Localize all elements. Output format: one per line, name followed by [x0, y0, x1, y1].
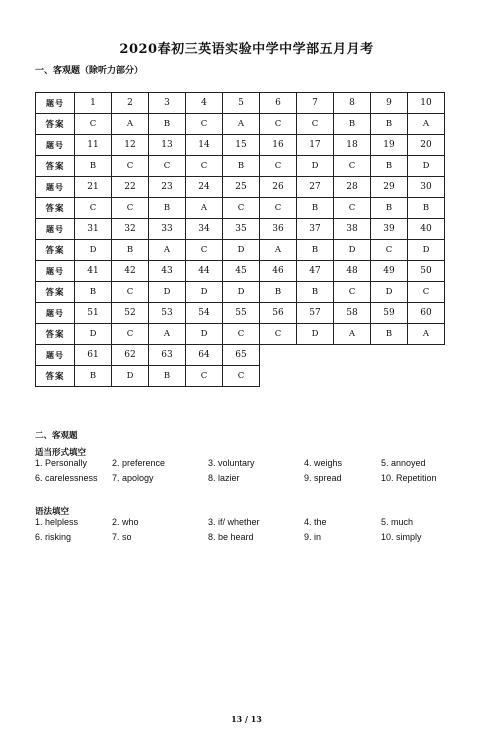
- answer-cell: C: [223, 324, 260, 345]
- question-number-cell: 47: [297, 261, 334, 282]
- empty-cell: [297, 366, 334, 387]
- answer-cell: C: [112, 156, 149, 177]
- question-number-cell: 16: [260, 135, 297, 156]
- grammar-heading: 语法填空: [35, 507, 70, 517]
- answer-cell: C: [75, 198, 112, 219]
- answer-table: [35, 92, 445, 387]
- question-number-cell: 12: [112, 135, 149, 156]
- question-number-cell: 29: [371, 177, 408, 198]
- answer-cell: A: [149, 240, 186, 261]
- question-number-cell: 4: [186, 93, 223, 114]
- answer-row: [36, 324, 445, 345]
- question-number-cell: 22: [112, 177, 149, 198]
- row-label-answer: 答案: [36, 156, 75, 177]
- question-number-cell: 35: [223, 219, 260, 240]
- question-number-cell: 23: [149, 177, 186, 198]
- answer-cell: B: [371, 156, 408, 177]
- row-label-question: 题号: [36, 219, 75, 240]
- answer-cell: B: [149, 198, 186, 219]
- question-number-row: [36, 261, 445, 282]
- answer-item: 6. risking: [35, 532, 72, 542]
- question-number-cell: 50: [408, 261, 445, 282]
- answer-cell: D: [408, 156, 445, 177]
- empty-cell: [371, 345, 408, 366]
- answer-cell: D: [297, 324, 334, 345]
- answer-cell: B: [297, 198, 334, 219]
- question-number-cell: 46: [260, 261, 297, 282]
- fill-in-heading: 适当形式填空: [35, 448, 87, 458]
- answer-cell: C: [334, 156, 371, 177]
- answer-cell: C: [334, 198, 371, 219]
- question-number-cell: 26: [260, 177, 297, 198]
- answer-cell: A: [260, 240, 297, 261]
- answer-cell: B: [223, 156, 260, 177]
- question-number-cell: 18: [334, 135, 371, 156]
- question-number-cell: 33: [149, 219, 186, 240]
- answer-cell: B: [297, 282, 334, 303]
- answer-cell: C: [112, 198, 149, 219]
- answer-cell: D: [371, 282, 408, 303]
- row-label-answer: 答案: [36, 114, 75, 135]
- answer-cell: C: [186, 156, 223, 177]
- answer-cell: A: [408, 324, 445, 345]
- answer-item: 10. Repetition: [381, 473, 437, 483]
- question-number-cell: 41: [75, 261, 112, 282]
- question-number-cell: 1: [75, 93, 112, 114]
- answer-item: 9. in: [304, 532, 322, 542]
- answer-item: 4. weighs: [304, 458, 343, 468]
- question-number-cell: 51: [75, 303, 112, 324]
- question-number-cell: 17: [297, 135, 334, 156]
- answer-cell: B: [75, 366, 112, 387]
- answer-cell: B: [334, 114, 371, 135]
- answer-cell: D: [75, 240, 112, 261]
- answer-row: [36, 366, 445, 387]
- answer-cell: A: [223, 114, 260, 135]
- answer-cell: C: [260, 156, 297, 177]
- answer-cell: C: [297, 114, 334, 135]
- empty-cell: [408, 366, 445, 387]
- row-label-question: 题号: [36, 345, 75, 366]
- answer-cell: D: [297, 156, 334, 177]
- question-number-cell: 49: [371, 261, 408, 282]
- question-number-cell: 39: [371, 219, 408, 240]
- question-number-row: [36, 219, 445, 240]
- question-number-cell: 2: [112, 93, 149, 114]
- answer-cell: A: [334, 324, 371, 345]
- answer-cell: C: [223, 198, 260, 219]
- question-number-cell: 34: [186, 219, 223, 240]
- question-number-cell: 6: [260, 93, 297, 114]
- question-number-cell: 56: [260, 303, 297, 324]
- answer-cell: B: [408, 198, 445, 219]
- empty-cell: [371, 366, 408, 387]
- answer-cell: C: [371, 240, 408, 261]
- row-label-question: 题号: [36, 135, 75, 156]
- answer-cell: C: [260, 324, 297, 345]
- answer-cell: B: [75, 156, 112, 177]
- answer-cell: A: [149, 324, 186, 345]
- section2-heading: 二、客观题: [35, 431, 78, 441]
- question-number-cell: 54: [186, 303, 223, 324]
- answer-cell: B: [371, 324, 408, 345]
- answer-cell: D: [112, 366, 149, 387]
- question-number-cell: 59: [371, 303, 408, 324]
- question-number-cell: 27: [297, 177, 334, 198]
- answer-item: 5. annoyed: [381, 458, 426, 468]
- answer-cell: A: [186, 198, 223, 219]
- answer-row: [36, 198, 445, 219]
- question-number-cell: 14: [186, 135, 223, 156]
- row-label-question: 题号: [36, 93, 75, 114]
- question-number-cell: 5: [223, 93, 260, 114]
- question-number-cell: 28: [334, 177, 371, 198]
- answer-cell: D: [186, 282, 223, 303]
- question-number-cell: 20: [408, 135, 445, 156]
- answer-row: [36, 240, 445, 261]
- row-label-answer: 答案: [36, 282, 75, 303]
- empty-cell: [260, 345, 297, 366]
- question-number-cell: 62: [112, 345, 149, 366]
- question-number-cell: 45: [223, 261, 260, 282]
- answer-cell: C: [223, 366, 260, 387]
- answer-cell: B: [75, 282, 112, 303]
- answer-cell: B: [149, 114, 186, 135]
- answer-cell: D: [149, 282, 186, 303]
- answer-cell: B: [112, 240, 149, 261]
- question-number-row: [36, 135, 445, 156]
- answer-row: [36, 282, 445, 303]
- page-title: 2020春初三英语实验中学中学部五月月考: [119, 42, 374, 57]
- question-number-cell: 44: [186, 261, 223, 282]
- question-number-cell: 37: [297, 219, 334, 240]
- row-label-answer: 答案: [36, 198, 75, 219]
- question-number-cell: 24: [186, 177, 223, 198]
- question-number-cell: 9: [371, 93, 408, 114]
- empty-cell: [334, 345, 371, 366]
- question-number-cell: 13: [149, 135, 186, 156]
- question-number-cell: 52: [112, 303, 149, 324]
- question-number-cell: 60: [408, 303, 445, 324]
- answer-cell: C: [149, 156, 186, 177]
- row-label-answer: 答案: [36, 366, 75, 387]
- answer-cell: C: [112, 324, 149, 345]
- question-number-cell: 57: [297, 303, 334, 324]
- page-number: 13 / 13: [231, 714, 262, 724]
- answer-cell: B: [260, 282, 297, 303]
- question-number-cell: 64: [186, 345, 223, 366]
- question-number-cell: 15: [223, 135, 260, 156]
- question-number-cell: 61: [75, 345, 112, 366]
- question-number-cell: 43: [149, 261, 186, 282]
- answer-cell: B: [371, 114, 408, 135]
- row-label-question: 题号: [36, 303, 75, 324]
- question-number-cell: 25: [223, 177, 260, 198]
- answer-item: 5. much: [381, 517, 414, 527]
- question-number-cell: 55: [223, 303, 260, 324]
- question-number-cell: 10: [408, 93, 445, 114]
- answer-cell: D: [408, 240, 445, 261]
- answer-item: 1. helpless: [35, 517, 79, 527]
- question-number-cell: 3: [149, 93, 186, 114]
- answer-cell: D: [334, 240, 371, 261]
- question-number-cell: 31: [75, 219, 112, 240]
- answer-item: 7. apology: [112, 473, 154, 483]
- answer-row: [36, 156, 445, 177]
- section1-heading: 一、客观题（除听力部分）: [35, 66, 144, 76]
- question-number-row: [36, 345, 445, 366]
- question-number-cell: 53: [149, 303, 186, 324]
- answer-item: 6. carelessness: [35, 473, 98, 483]
- answer-item: 3. if/ whether: [208, 517, 260, 527]
- empty-cell: [334, 366, 371, 387]
- row-label-question: 题号: [36, 261, 75, 282]
- question-number-cell: 32: [112, 219, 149, 240]
- empty-cell: [297, 345, 334, 366]
- answer-item: 2. preference: [112, 458, 166, 468]
- answer-cell: A: [112, 114, 149, 135]
- question-number-cell: 19: [371, 135, 408, 156]
- question-number-cell: 8: [334, 93, 371, 114]
- answer-cell: D: [186, 324, 223, 345]
- question-number-cell: 11: [75, 135, 112, 156]
- answer-cell: C: [75, 114, 112, 135]
- answer-cell: B: [149, 366, 186, 387]
- answer-cell: D: [223, 240, 260, 261]
- question-number-row: [36, 303, 445, 324]
- row-label-answer: 答案: [36, 324, 75, 345]
- question-number-row: [36, 177, 445, 198]
- answer-item: 3. voluntary: [208, 458, 255, 468]
- answer-row: [36, 114, 445, 135]
- question-number-cell: 7: [297, 93, 334, 114]
- question-number-cell: 58: [334, 303, 371, 324]
- question-number-cell: 65: [223, 345, 260, 366]
- answer-item: 7. so: [112, 532, 132, 542]
- question-number-cell: 42: [112, 261, 149, 282]
- answer-item: 9. spread: [304, 473, 342, 483]
- answer-cell: C: [112, 282, 149, 303]
- row-label-answer: 答案: [36, 240, 75, 261]
- answer-cell: A: [408, 114, 445, 135]
- row-label-question: 题号: [36, 177, 75, 198]
- answer-item: 2. who: [112, 517, 139, 527]
- question-number-cell: 40: [408, 219, 445, 240]
- answer-item: 8. lazier: [208, 473, 240, 483]
- question-number-cell: 36: [260, 219, 297, 240]
- empty-cell: [408, 345, 445, 366]
- answer-cell: B: [297, 240, 334, 261]
- answer-cell: C: [186, 240, 223, 261]
- empty-cell: [260, 366, 297, 387]
- answer-cell: C: [334, 282, 371, 303]
- question-number-cell: 21: [75, 177, 112, 198]
- question-number-row: [36, 93, 445, 114]
- answer-item: 1. Personally: [35, 458, 88, 468]
- answer-cell: D: [75, 324, 112, 345]
- answer-item: 8. be heard: [208, 532, 254, 542]
- answer-cell: C: [408, 282, 445, 303]
- answer-item: 10. simply: [381, 532, 422, 542]
- answer-cell: D: [223, 282, 260, 303]
- answer-cell: C: [260, 114, 297, 135]
- question-number-cell: 30: [408, 177, 445, 198]
- answer-cell: C: [260, 198, 297, 219]
- question-number-cell: 38: [334, 219, 371, 240]
- answer-cell: C: [186, 366, 223, 387]
- question-number-cell: 48: [334, 261, 371, 282]
- answer-item: 4. the: [304, 517, 327, 527]
- question-number-cell: 63: [149, 345, 186, 366]
- answer-cell: C: [186, 114, 223, 135]
- answer-cell: B: [371, 198, 408, 219]
